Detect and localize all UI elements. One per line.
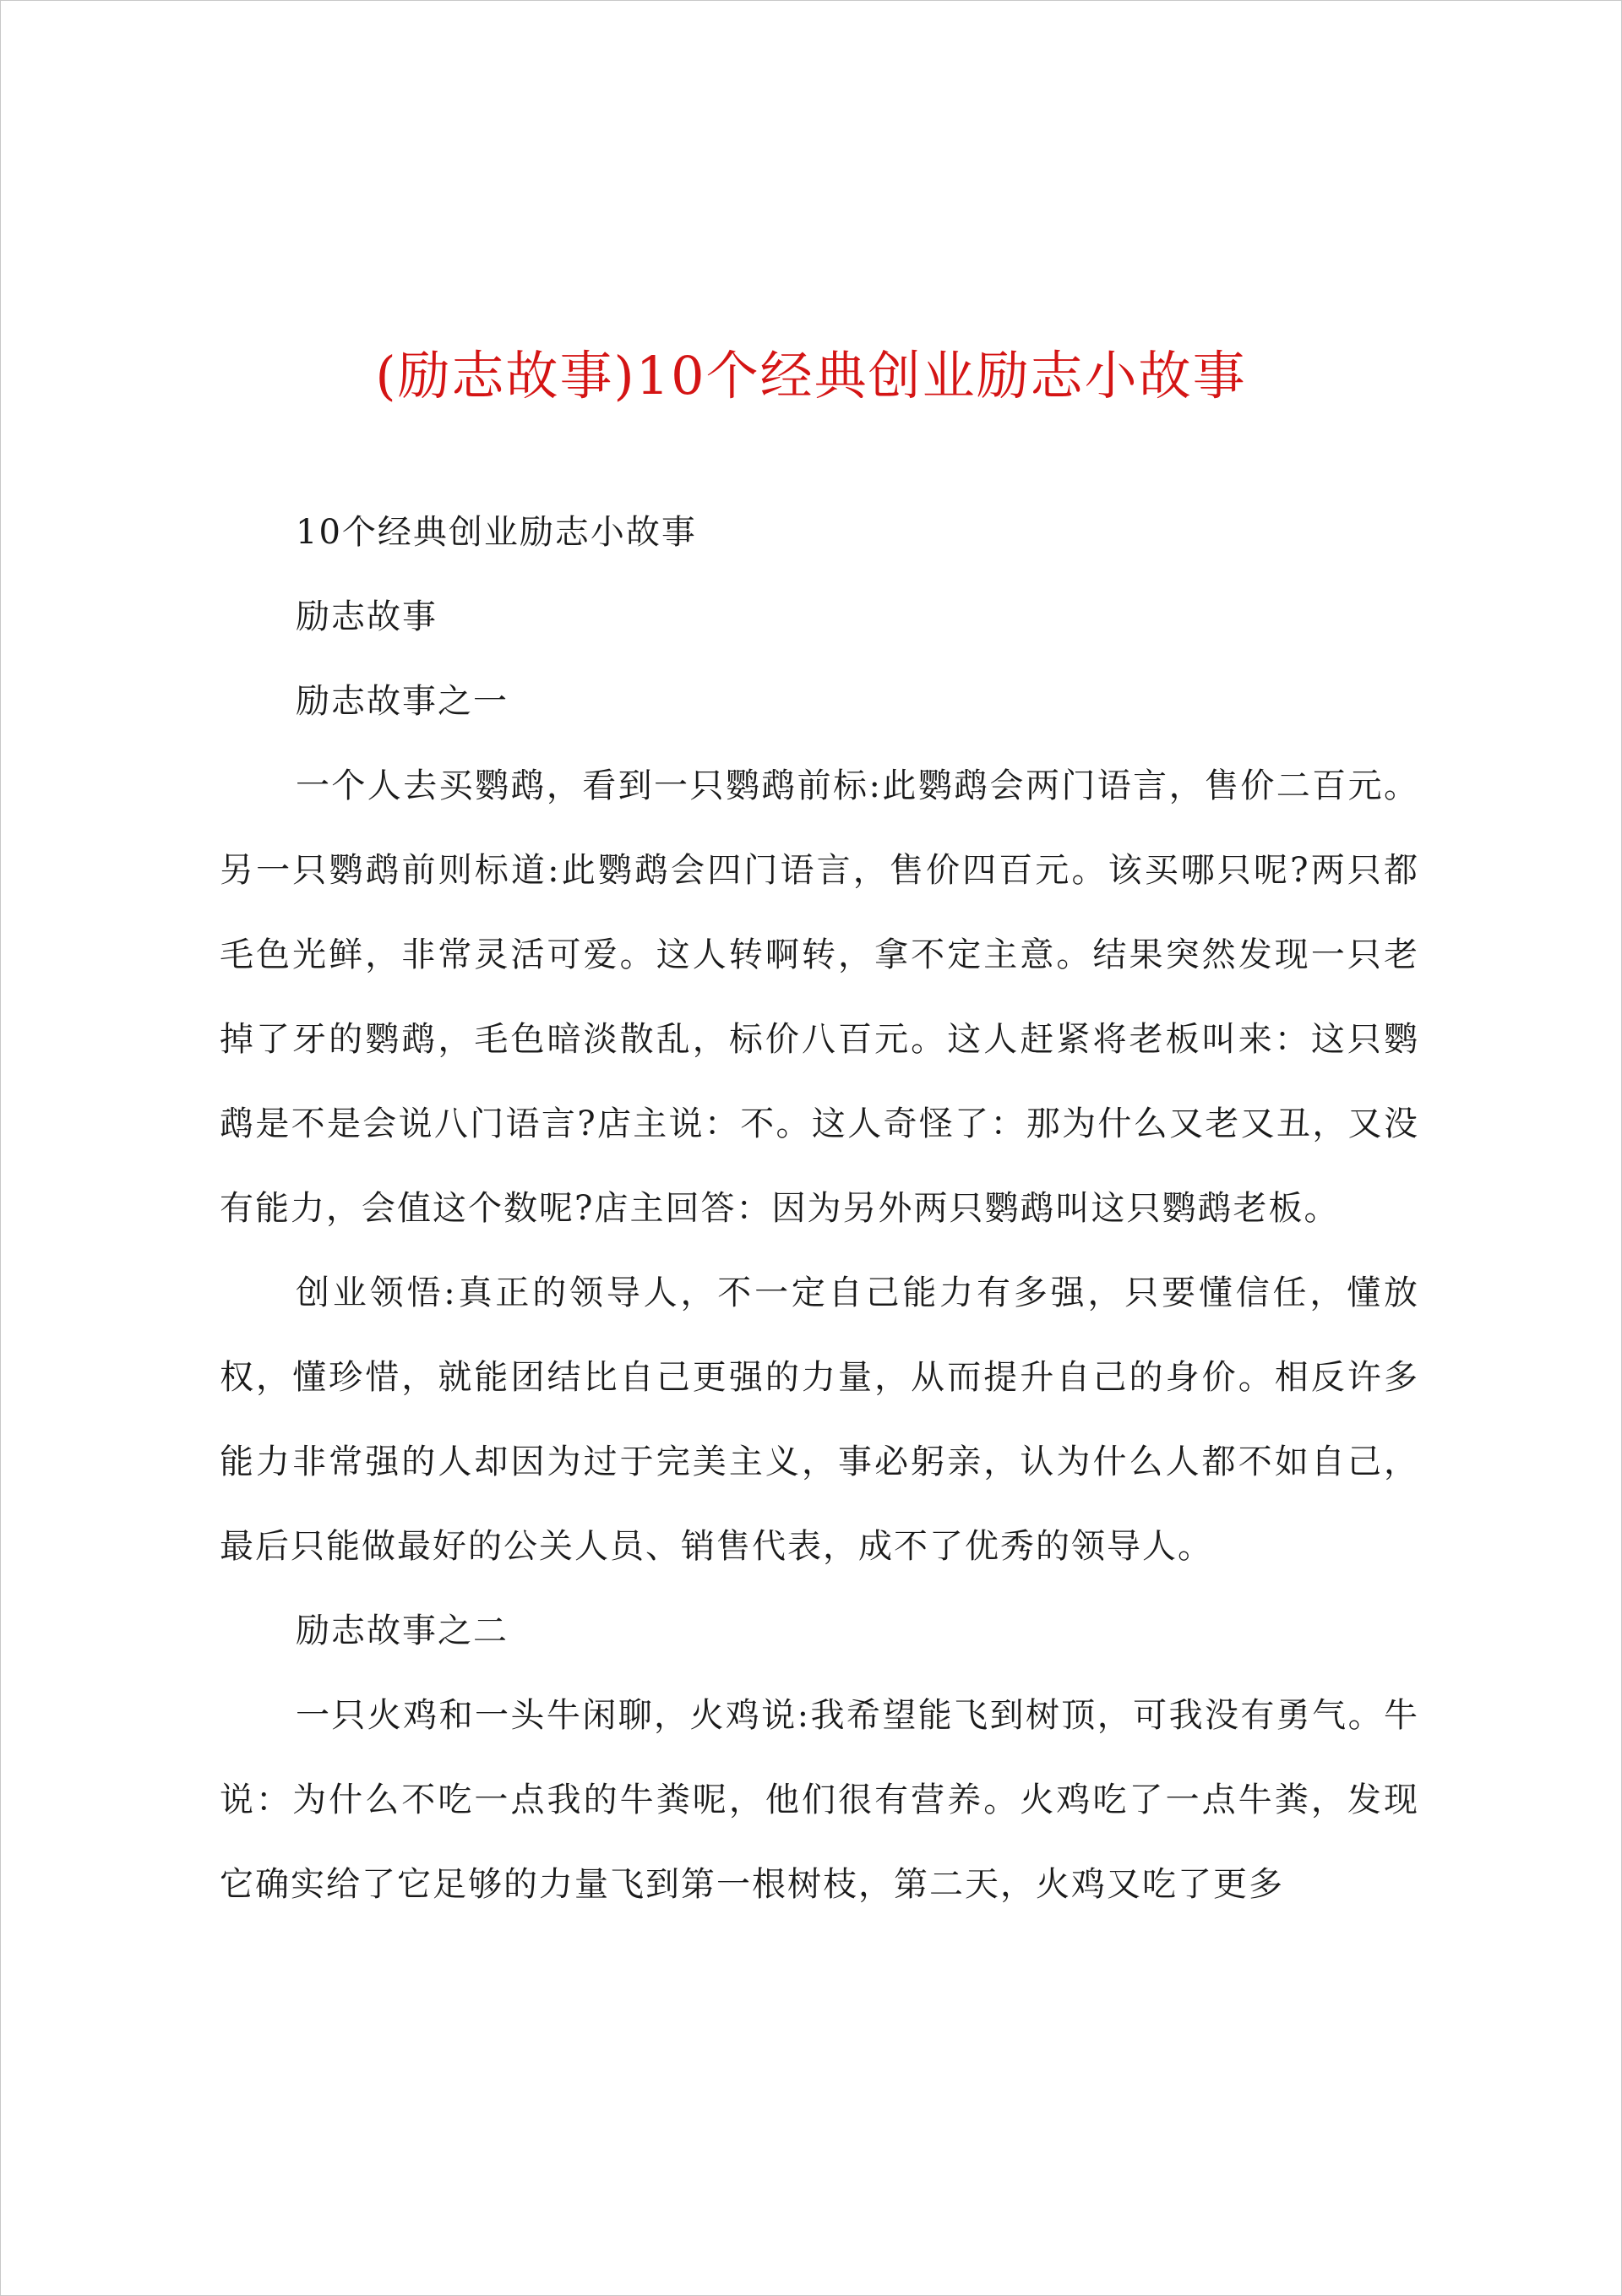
section-heading-story-1: 励志故事之一 — [296, 682, 509, 721]
paragraph-story-1: 一个人去买鹦鹉，看到一只鹦鹉前标:此鹦鹉会两门语言，售价二百元。另一只鹦鹉前则标道:此鹦鹉会四门语言，售价四百元。该买哪只呢?两只都毛色光鲜，非常灵活可爱。这人转啊转，拿不定主意。结果突然发现一只老掉了牙的鹦鹉，毛色暗淡散乱，标价八百元。这人赶紧将老板叫来：这只鹦鹉是不是会说八门语言?店主说：不。这人奇怪了：那为什么又老又丑，又没有能力，会值这个数呢?店主回答：因为另外两只鹦鹉叫这只鹦鹉老板。 — [220, 766, 1419, 1228]
paragraph-category: 励志故事 — [296, 597, 438, 636]
section-heading-story-2: 励志故事之二 — [296, 1612, 509, 1650]
paragraph-subtitle: 10个经典创业励志小故事 — [296, 513, 697, 552]
document-title: (励志故事)10个经典创业励志小故事 — [375, 345, 1247, 406]
paragraph-story-2: 一只火鸡和一头牛闲聊，火鸡说:我希望能飞到树顶，可我没有勇气。牛说：为什么不吃一点我的牛粪呢，他们很有营养。火鸡吃了一点牛粪，发现它确实给了它足够的力量飞到第一根树枝，第二天，火鸡又吃了更多 — [220, 1696, 1419, 1904]
document-body — [220, 490, 1419, 1927]
paragraph-insight-1: 创业领悟:真正的领导人，不一定自己能力有多强，只要懂信任，懂放权，懂珍惜，就能团结比自己更强的力量，从而提升自己的身价。相反许多能力非常强的人却因为过于完美主义，事必躬亲，认为什么人都不如自己，最后只能做最好的公关人员、销售代表，成不了优秀的领导人。 — [220, 1273, 1419, 1566]
